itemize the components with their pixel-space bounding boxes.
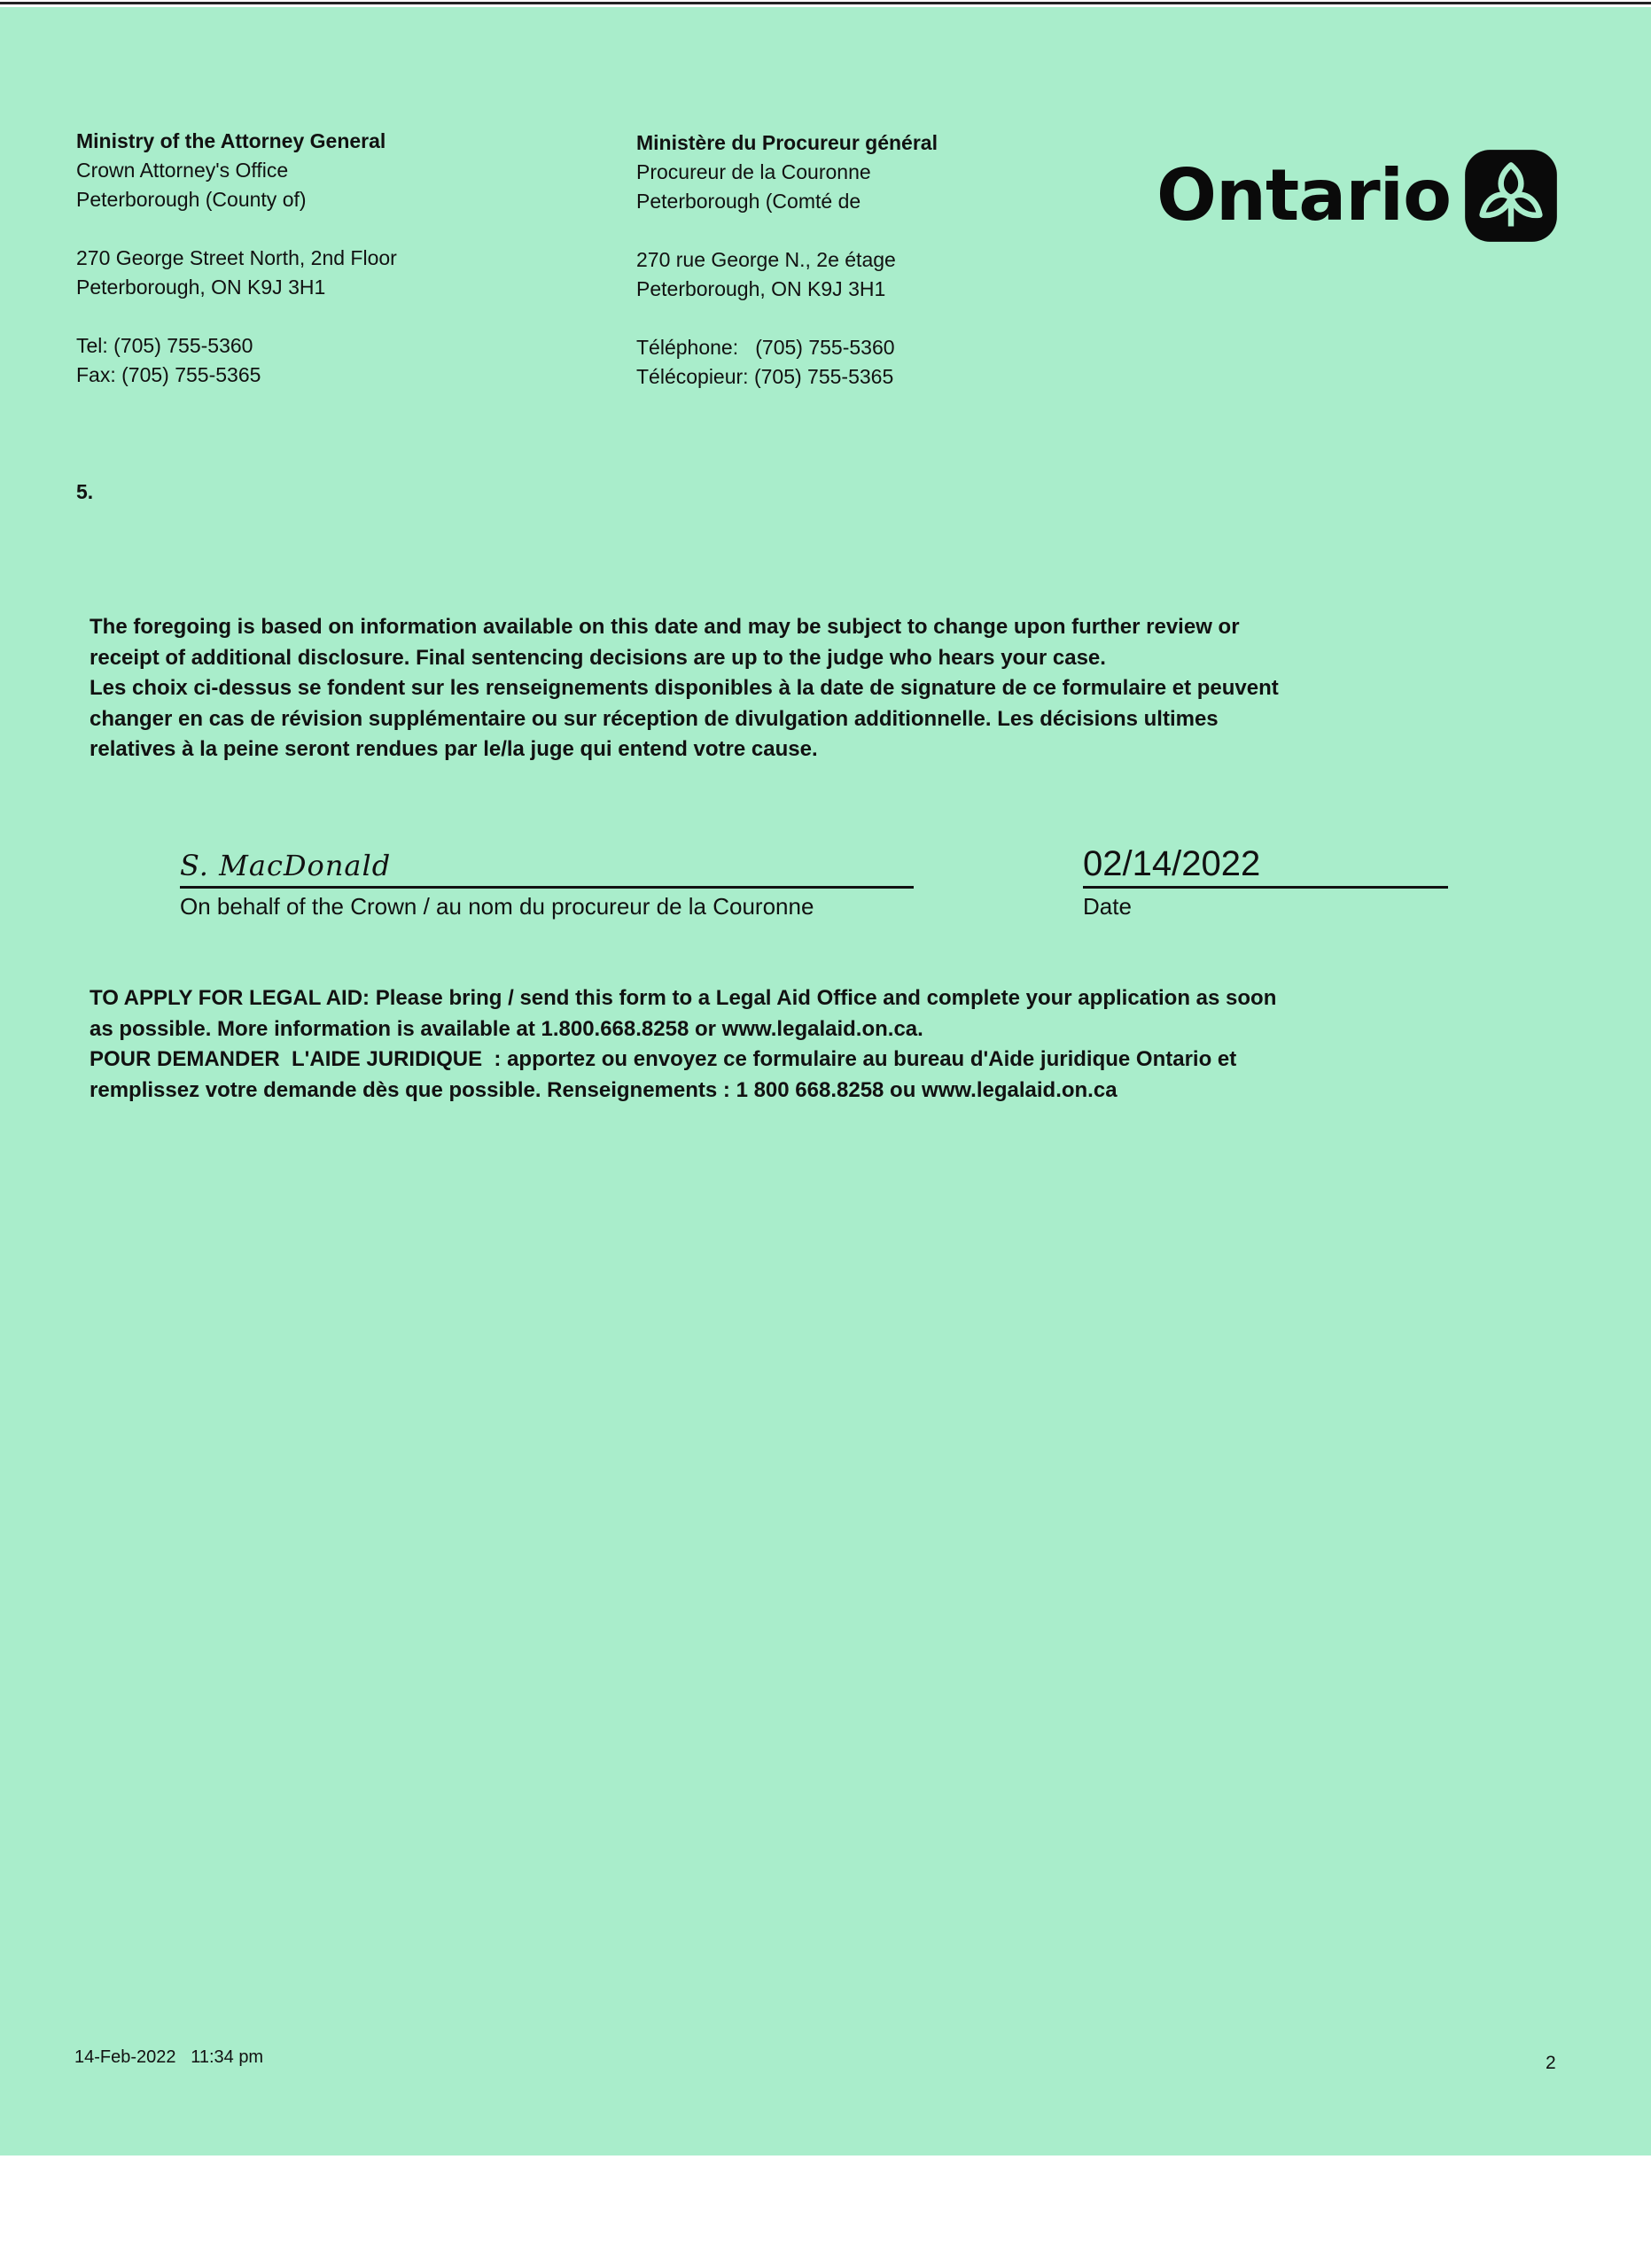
telephone-fr: Téléphone: (705) 755-5360 (636, 336, 895, 359)
address-line1-en: 270 George Street North, 2nd Floor (76, 246, 397, 269)
document-page (0, 7, 1651, 2155)
ministry-name-en: Ministry of the Attorney General (76, 129, 386, 152)
fax-fr: Télécopieur: (705) 755-5365 (636, 365, 894, 388)
disclaimer-line: Les choix ci-dessus se fondent sur les renseignements disponibles à la date de signature de ce formulaire et peuvent (90, 676, 1279, 700)
legal-aid-paragraph (90, 983, 1276, 1106)
legal-aid-line: remplissez votre demande dès que possible. Renseignements : 1 800 668.8258 ou www.legalaid.on.ca (90, 1077, 1118, 1102)
signature-caption: On behalf of the Crown / au nom du procureur de la Couronne (180, 893, 814, 920)
legal-aid-line: as possible. More information is available at 1.800.668.8258 or www.legalaid.on.ca. (90, 1016, 923, 1041)
header-french (636, 128, 938, 392)
page-top-edge (0, 0, 1651, 7)
ontario-logo (1156, 144, 1559, 246)
disclaimer-paragraph (90, 612, 1279, 765)
footer-timestamp: 14-Feb-2022 11:34 pm (74, 2047, 264, 2067)
signature-date: 02/14/2022 (1083, 844, 1261, 883)
disclaimer-line: receipt of additional disclosure. Final sentencing decisions are up to the judge who hears your case. (90, 645, 1106, 670)
address-line2-fr: Peterborough, ON K9J 3H1 (636, 277, 886, 300)
page-number: 2 (1546, 2053, 1556, 2073)
disclaimer-line: relatives à la peine seront rendues par le/la juge qui entend votre cause. (90, 737, 818, 761)
legal-aid-line: POUR DEMANDER L'AIDE JURIDIQUE : apportez ou envoyez ce formulaire au bureau d'Aide juridique Ontario et (90, 1047, 1237, 1071)
county-fr: Peterborough (Comté de (636, 190, 861, 213)
disclaimer-line: changer en cas de révision supplémentaire ou sur réception de divulgation additionnelle. Les décisions ultimes (90, 706, 1219, 731)
telephone-en: Tel: (705) 755-5360 (76, 334, 253, 357)
county-en: Peterborough (County of) (76, 188, 307, 211)
date-underline (1083, 886, 1448, 889)
address-line2-en: Peterborough, ON K9J 3H1 (76, 276, 326, 299)
section-number: 5. (76, 480, 94, 503)
signature-underline (180, 886, 914, 889)
ministry-name-fr: Ministère du Procureur général (636, 131, 938, 154)
disclaimer-line: The foregoing is based on information available on this date and may be subject to change upon further review or (90, 615, 1240, 639)
crown-signature: S. MacDonald (180, 849, 392, 882)
trillium-icon (1463, 148, 1559, 244)
fax-en: Fax: (705) 755-5365 (76, 363, 261, 386)
header-english (76, 127, 397, 390)
address-line1-fr: 270 rue George N., 2e étage (636, 248, 896, 271)
date-caption: Date (1083, 893, 1132, 920)
office-name-en: Crown Attorney's Office (76, 159, 289, 182)
ontario-wordmark: Ontario (1156, 154, 1452, 237)
legal-aid-line: TO APPLY FOR LEGAL AID: Please bring / send this form to a Legal Aid Office and complete your application as soon (90, 986, 1277, 1010)
office-name-fr: Procureur de la Couronne (636, 160, 871, 183)
